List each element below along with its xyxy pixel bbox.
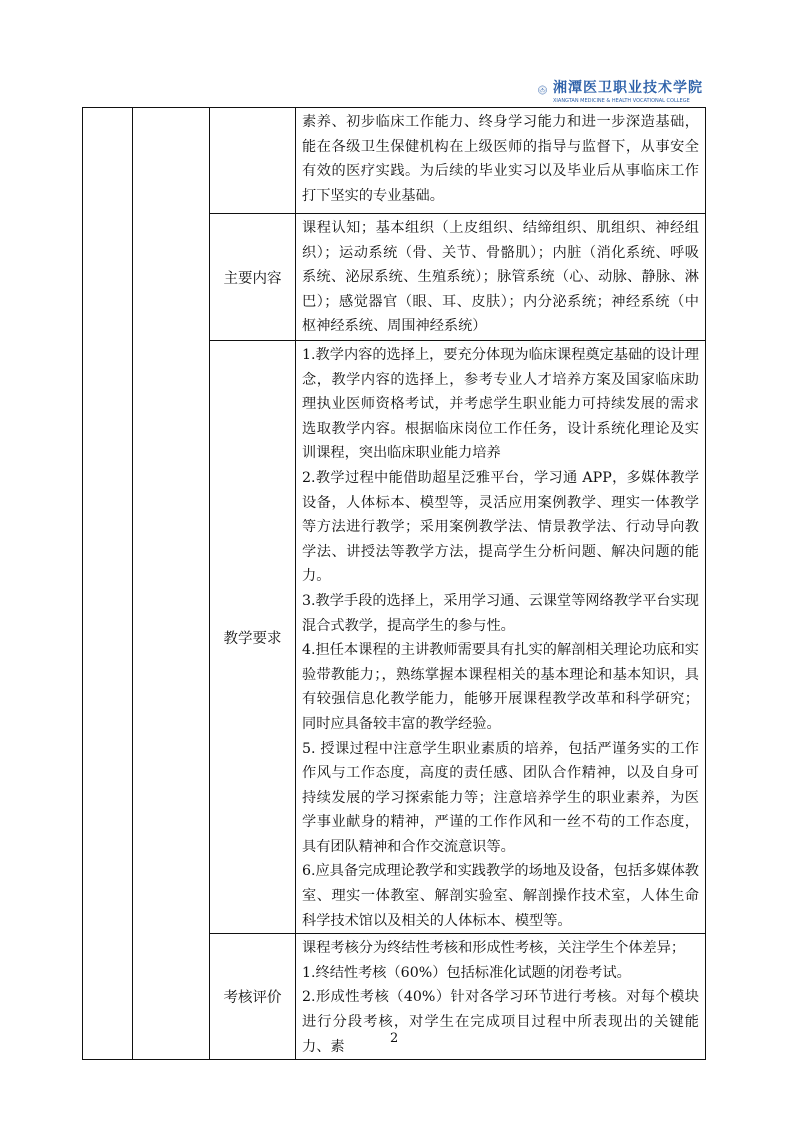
continuation-paragraph: 素养、初步临床工作能力、终身学习能力和进一步深造基础，能在各级卫生保健机构在上级医师的指导与监督下，从事安全有效的医疗实践。为后续的毕业实习以及毕业后从事临床工作打下坚实的专业基础。 [302, 114, 699, 204]
requirement-item-6: 6.应具备完成理论教学和实践教学的场地及设备，包括多媒体教室、理实一体教室、解剖实验室、解剖操作技术室，人体生命科学技术馆以及相关的人体标本、模型等。 [302, 863, 699, 929]
row-label-requirements: 教学要求 [210, 341, 296, 934]
page-number: 2 [390, 1031, 399, 1046]
content-paragraph: 课程认知；基本组织（上皮组织、结缔组织、肌组织、神经组织）；运动系统（骨、关节、骨骼肌）；内脏（消化系统、呼吸系统、泌尿系统、生殖系统）；脉管系统（心、动脉、静脉、淋巴）；感觉器官（眼、耳、皮肤）；内分泌系统；神经系统（中枢神经系统、周围神经系统） [302, 220, 699, 335]
row-label-assessment: 考核评价 [210, 934, 296, 1060]
assessment-item-2: 2.形成性考核（40%）针对各学习环节进行考核。对每个模块进行分段考核，对学生在完成项目过程中所表现出的关键能力、素 [302, 989, 699, 1055]
requirement-item-1: 1.教学内容的选择上，要充分体现为临床课程奠定基础的设计理念，教学内容的选择上，参考专业人才培养方案及国家临床助理执业医师资格考试，并考虑学生职业能力可持续发展的需求选取教学内容。根据临床岗位工作任务，设计系统化理论及实训课程，突出临床职业能力培养 [302, 347, 699, 462]
requirement-item-4: 4.担任本课程的主讲教师需要具有扎实的解剖相关理论功底和实验带教能力；，熟练掌握本课程相关的基本理论和基本知识，具有较强信息化教学能力，能够开展课程教学改革和科学研究；同时应具备较丰富的教学经验。 [302, 642, 699, 732]
logo-chinese-name: 湘潭医卫职业技术学院 [553, 79, 703, 96]
merged-cell-col1 [83, 108, 133, 1060]
requirements-text-cell [296, 341, 706, 934]
assessment-item-1: 1.终结性考核（60%）包括标准化试题的闭卷考试。 [302, 964, 631, 981]
continuation-text-cell [296, 108, 706, 214]
merged-cell-col2 [133, 108, 210, 1060]
table-row-continuation [83, 108, 706, 214]
assessment-text-cell [296, 934, 706, 1060]
assessment-intro: 课程考核分为终结性考核和形成性考核，关注学生个体差异； [302, 940, 686, 957]
course-info-table [82, 107, 706, 1060]
requirement-item-3: 3.教学手段的选择上，采用学习通、云课堂等网络教学平台实现混合式教学，提高学生的参与性。 [302, 592, 699, 634]
content-text-cell [296, 214, 706, 341]
college-emblem-icon [538, 70, 547, 110]
empty-label-cell [210, 108, 296, 214]
logo-english-name: XIANGTAN MEDICINE & HEALTH VOCATIONAL COLLEGE [553, 97, 690, 104]
college-logo [538, 68, 703, 112]
requirement-item-5: 5. 授课过程中注意学生职业素质的培养，包括严谨务实的工作作风与工作态度，高度的责任感、团队合作精神，以及自身可持续发展的学习探索能力等；注意培养学生的职业素养，为医学事业献身的精神，严谨的工作作风和一丝不苟的工作态度，具有团队精神和合作交流意识等。 [302, 740, 699, 855]
requirement-item-2: 2.教学过程中能借助超星泛雅平台，学习通 APP，多媒体教学设备，人体标本、模型等，灵活应用案例教学、理实一体教学等方法进行教学；采用案例教学法、情景教学法、行动导向教学法、讲授法等教学方法，提高学生分析问题、解决问题的能力。 [302, 469, 699, 585]
row-label-content: 主要内容 [210, 214, 296, 341]
